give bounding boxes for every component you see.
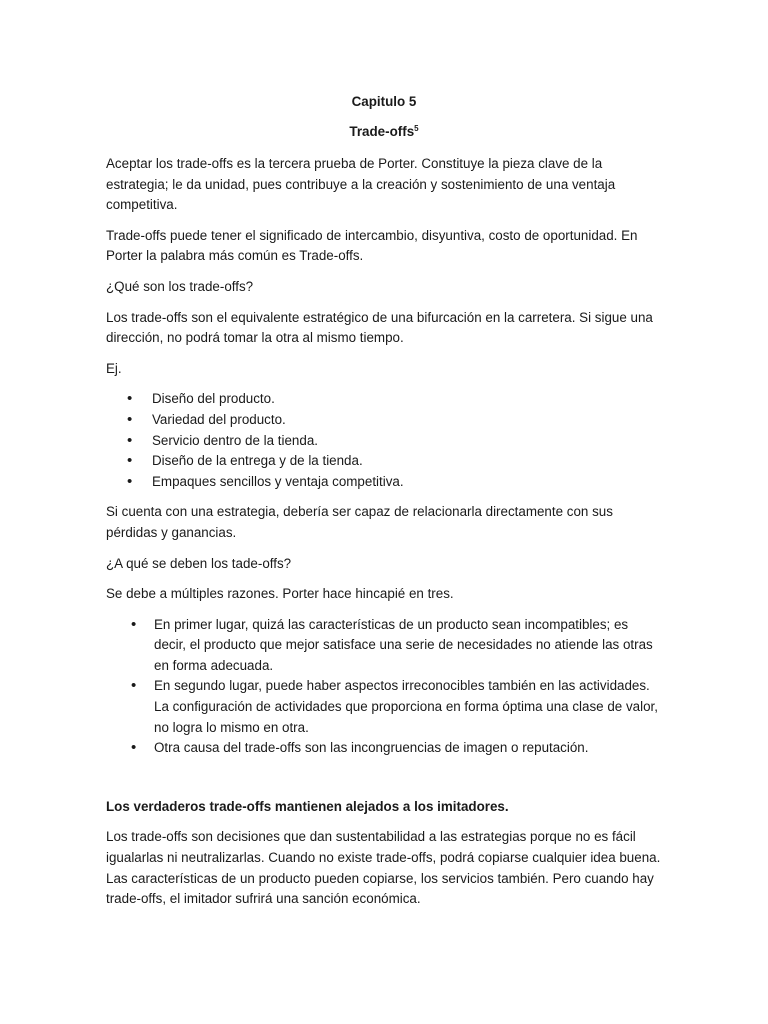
question-why: ¿A qué se deben los tade-offs?: [106, 555, 292, 571]
list-item: • Otra causa del trade-offs son las incongruencias de imagen o reputación.: [106, 738, 662, 759]
paragraph-intro: Aceptar los trade-offs es la tercera prueba de Porter. Constituye la pieza clave de la estrategia; le da unidad, pues contribuye a la creación y sostenimiento de una ventaja competitiva.: [106, 156, 616, 213]
document-page: [106, 92, 662, 920]
examples-list: [106, 389, 662, 492]
spacer: [106, 769, 662, 797]
reasons-list: [106, 615, 662, 759]
list-item: • En segundo lugar, puede haber aspectos irreconocibles también en las actividades. La configuración de actividades que proporciona en forma óptima una clase de valor, no logra lo mismo en otra.: [106, 676, 662, 738]
heading-imitators: Los verdaderos trade-offs mantienen alejados a los imitadores.: [106, 798, 509, 814]
list-item: • Variedad del producto.: [106, 410, 662, 431]
list-item: • Servicio dentro de la tienda.: [106, 431, 662, 452]
list-item: • Diseño de la entrega y de la tienda.: [106, 451, 662, 472]
question-what: ¿Qué son los trade-offs?: [106, 278, 254, 294]
chapter-title: Capitulo 5: [351, 94, 417, 109]
paragraph-strategy: Si cuenta con una estrategia, debería ser capaz de relacionarla directamente con sus pérdidas y ganancias.: [106, 504, 613, 540]
section-title: [106, 122, 662, 142]
list-item: • Diseño del producto.: [106, 389, 662, 410]
paragraph-reasons-intro: Se debe a múltiples razones. Porter hace hincapié en tres.: [106, 586, 454, 602]
section-title-text: Trade-offs: [349, 124, 415, 139]
example-label: Ej.: [106, 360, 122, 376]
list-item: • En primer lugar, quizá las características de un producto sean incompatibles; es decir, el producto que mejor satisface una serie de necesidades no atiende las otras en forma adecuada.: [106, 615, 662, 677]
footnote-ref: 5: [414, 124, 419, 133]
paragraph-meaning: Trade-offs puede tener el significado de intercambio, disyuntiva, costo de oportunidad. En Porter la palabra más común es Trade-offs.: [106, 227, 638, 264]
paragraph-imitators: Los trade-offs son decisiones que dan sustentabilidad a las estrategias porque no es fácil igualarlas ni neutralizarlas. Cuando no existe trade-offs, podrá copiarse cualquier idea buena. Las características de un producto pueden copiarse, los servicios también. Pero cuando hay trade-offs, el imitador sufrirá una sanción económica.: [106, 829, 661, 907]
list-item: • Empaques sencillos y ventaja competitiva.: [106, 472, 662, 493]
paragraph-definition: Los trade-offs son el equivalente estratégico de una bifurcación en la carretera. Si sigue una dirección, no podrá tomar la otra al mismo tiempo.: [106, 309, 653, 346]
